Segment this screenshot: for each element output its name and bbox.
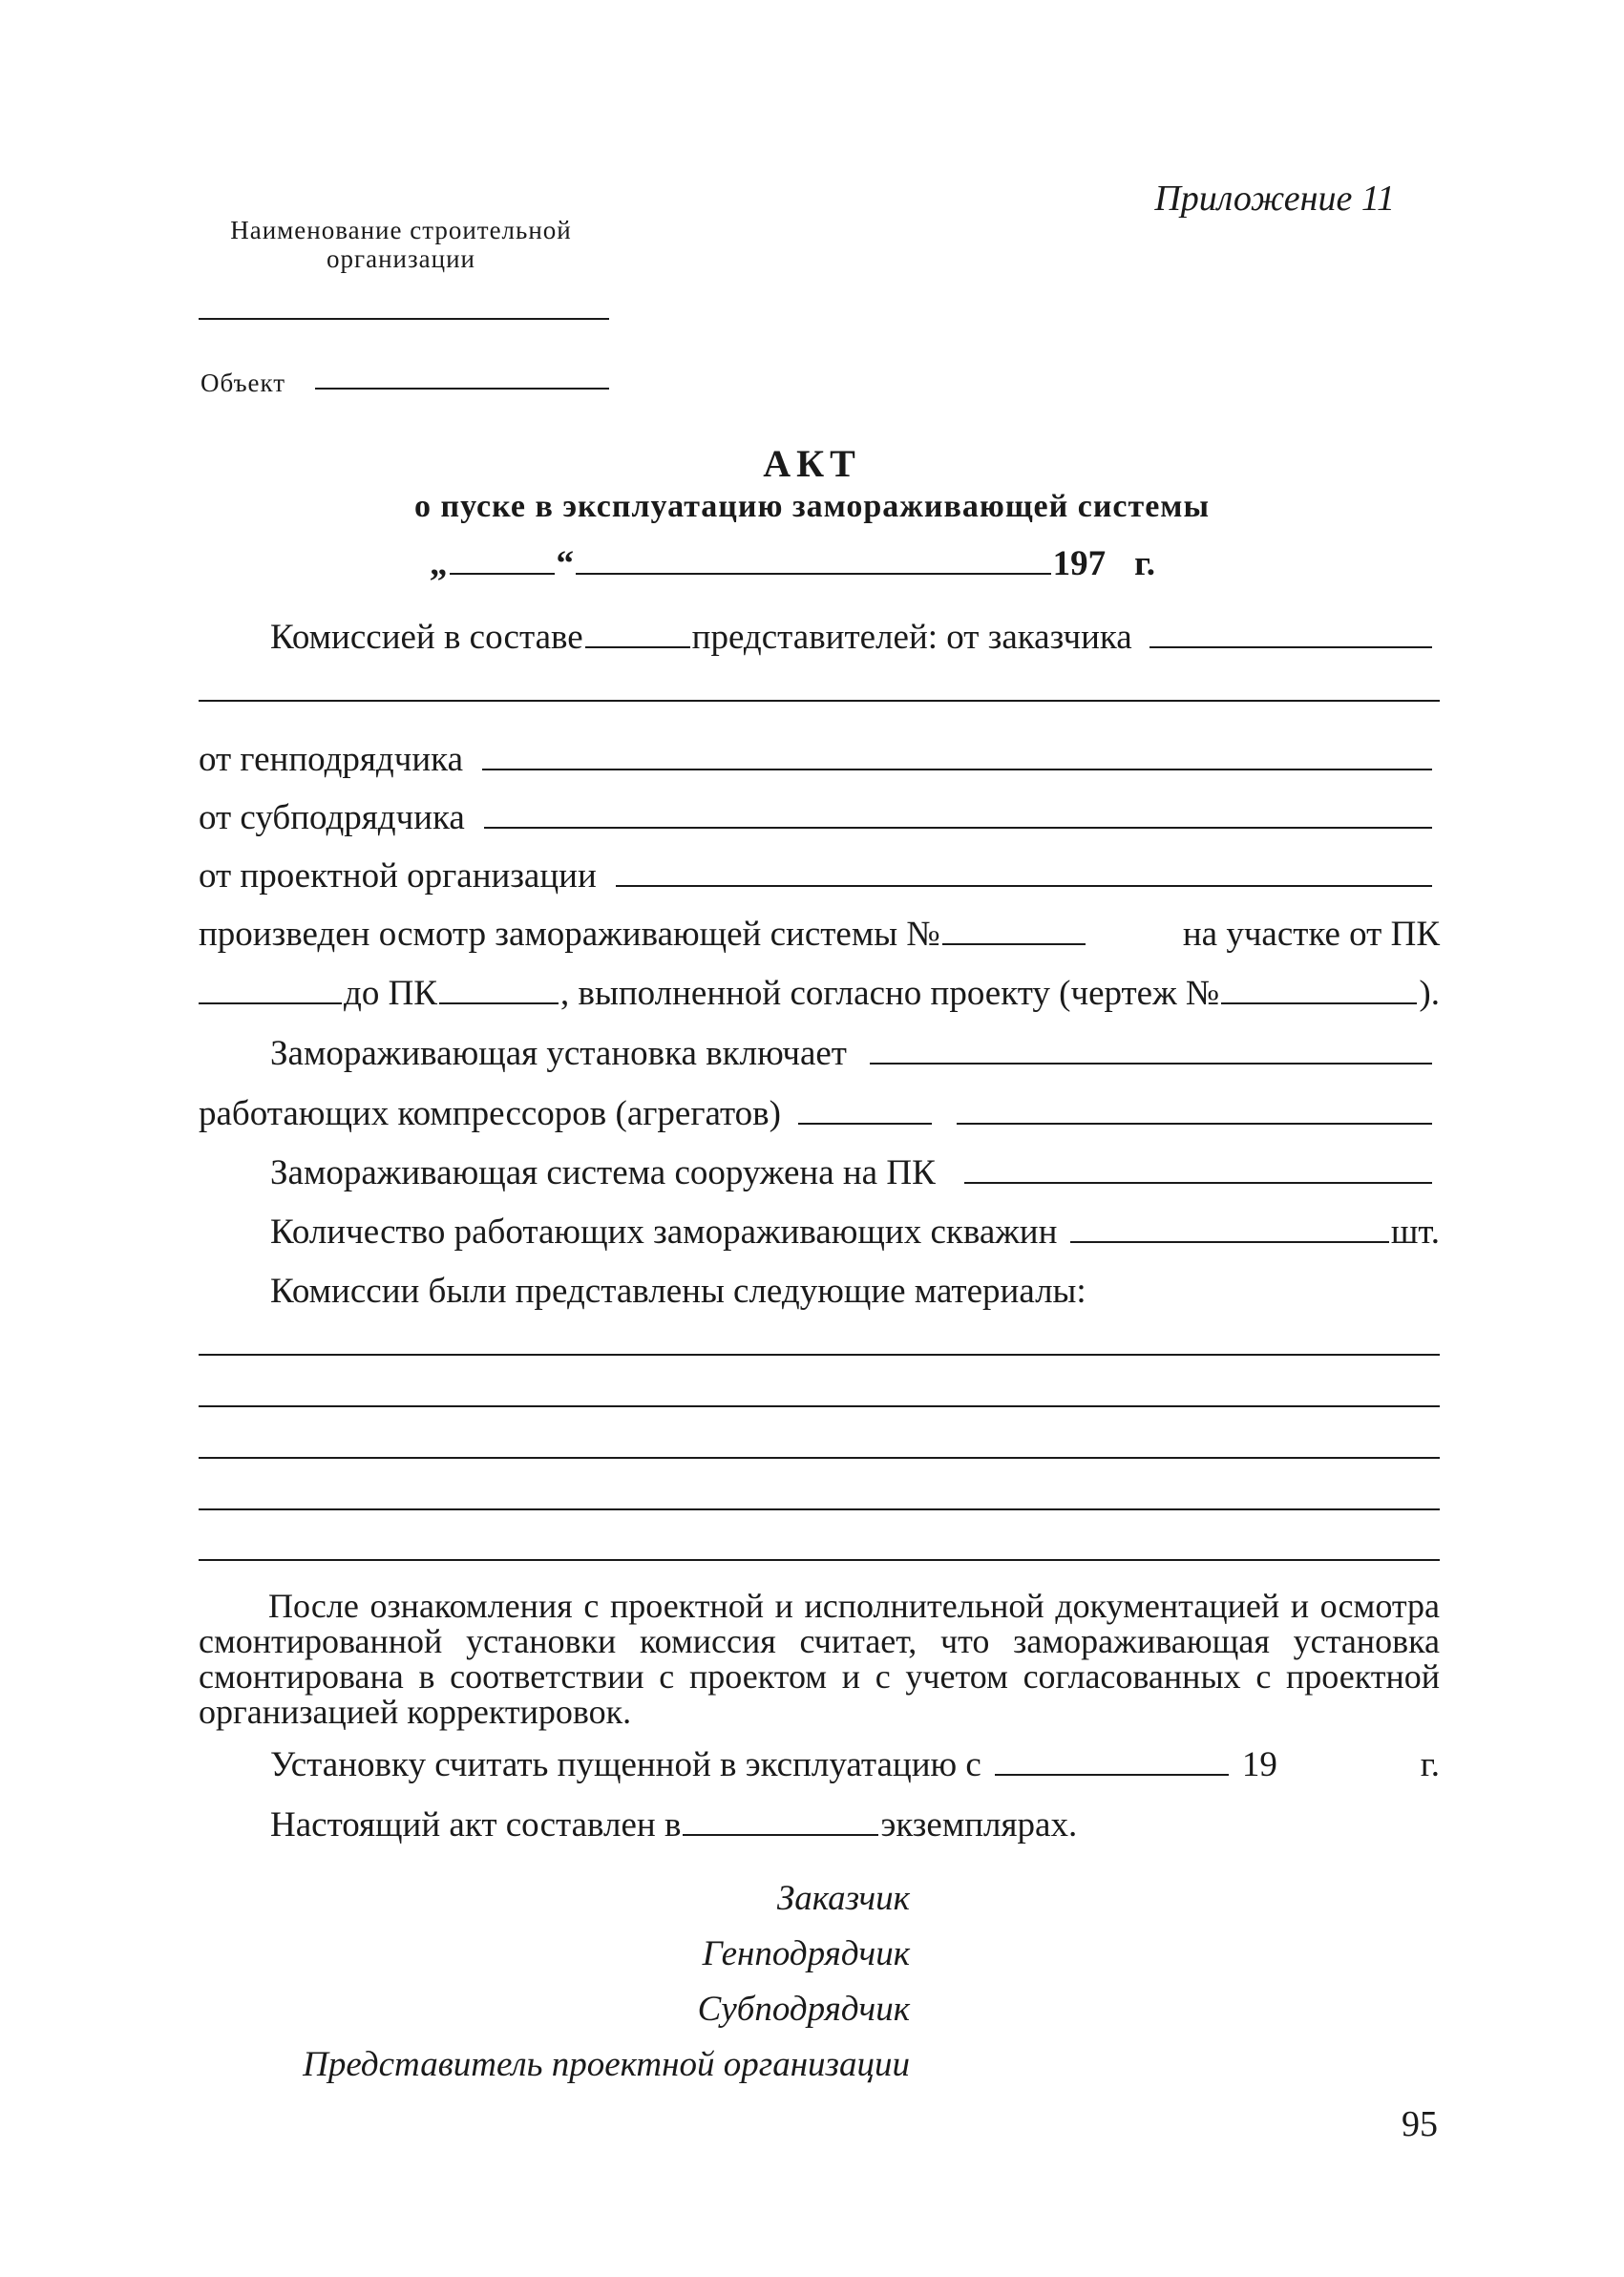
conclusion-paragraph	[199, 1589, 1440, 1730]
start-date-field[interactable]	[995, 1774, 1229, 1776]
wells-count-field[interactable]	[1070, 1241, 1388, 1243]
built-at-field[interactable]	[964, 1182, 1432, 1184]
appendix-label: Приложение 11	[1154, 179, 1395, 219]
materials-line-2[interactable]	[199, 1405, 1440, 1407]
built-at-label: Замораживающая система сооружена на ПК	[270, 1153, 936, 1192]
signature-subcontractor: Субподрядчик	[697, 1990, 910, 2029]
built-at-row	[270, 1151, 1440, 1195]
date-close-quote: “	[556, 544, 574, 583]
wells-row	[270, 1211, 1440, 1254]
inspection-text-3: до ПК	[344, 974, 437, 1013]
customer-rep-field[interactable]	[1149, 646, 1432, 648]
signature-customer: Заказчик	[776, 1879, 910, 1918]
date-year-suffix: г.	[1134, 544, 1155, 583]
inspection-text-4: , выполненной согласно проекту (чертеж №	[559, 974, 1220, 1013]
inspection-row-2	[199, 972, 1440, 1016]
date-open-quote: „	[430, 544, 448, 583]
materials-line-1[interactable]	[199, 1354, 1440, 1356]
materials-line-5[interactable]	[199, 1559, 1440, 1561]
materials-line-4[interactable]	[199, 1508, 1440, 1510]
materials-label: Комиссии были представлены следующие материалы:	[270, 1272, 1086, 1311]
page-number: 95	[1402, 2104, 1438, 2144]
compressors-label: работающих компрессоров (агрегатов)	[199, 1094, 781, 1133]
object-label: Объект	[200, 369, 286, 397]
commission-middle: представителей: от заказчика	[691, 618, 1132, 657]
commission-prefix: Комиссией в составе	[270, 618, 583, 657]
date-day-field[interactable]	[450, 573, 555, 575]
start-year: 19	[1241, 1745, 1277, 1784]
subcontractor-row	[199, 796, 1440, 840]
inspection-text-2: на участке от ПК	[1182, 915, 1440, 954]
pk-from-field[interactable]	[199, 1002, 342, 1004]
date-year: 197	[1052, 544, 1107, 583]
commission-count-field[interactable]	[585, 646, 690, 648]
subcontractor-field[interactable]	[484, 827, 1432, 829]
commission-row	[270, 616, 1440, 660]
wells-unit: шт.	[1390, 1212, 1440, 1252]
general-contractor-field[interactable]	[482, 769, 1432, 770]
unit-includes-row	[270, 1032, 1440, 1076]
object-field[interactable]	[315, 388, 609, 390]
design-org-row	[199, 854, 1440, 898]
unit-includes-field[interactable]	[870, 1063, 1432, 1065]
materials-line-3[interactable]	[199, 1457, 1440, 1459]
compressors-count-field[interactable]	[798, 1123, 932, 1125]
subcontractor-label: от субподрядчика	[199, 798, 465, 837]
system-number-field[interactable]	[942, 943, 1086, 945]
start-label: Установку считать пущенной в эксплуатацию с	[270, 1745, 981, 1784]
general-contractor-label: от генподрядчика	[199, 740, 463, 779]
copies-prefix: Настоящий акт составлен в	[270, 1805, 682, 1845]
document-title: АКТ	[763, 442, 861, 485]
customer-rep-field-2[interactable]	[199, 700, 1440, 702]
signature-general-contractor: Генподрядчик	[702, 1934, 910, 1973]
start-row	[270, 1743, 1440, 1787]
organization-field[interactable]	[199, 318, 609, 320]
inspection-row-1	[199, 913, 1440, 957]
start-year-suffix: г.	[1420, 1745, 1440, 1784]
copies-row	[270, 1803, 1077, 1847]
organization-label: Наименование строительной организации	[230, 216, 572, 273]
date-month-field[interactable]	[576, 573, 1051, 575]
document-subtitle: о пуске в эксплуатацию замораживающей системы	[414, 489, 1210, 524]
date-row	[430, 542, 1155, 586]
design-org-label: от проектной организации	[199, 856, 597, 896]
copies-count-field[interactable]	[683, 1834, 878, 1836]
compressors-row	[199, 1092, 1440, 1136]
inspection-text-5: ).	[1419, 974, 1440, 1013]
design-org-field[interactable]	[616, 885, 1432, 887]
pk-to-field[interactable]	[439, 1002, 559, 1004]
compressors-type-field[interactable]	[957, 1123, 1432, 1125]
wells-label: Количество работающих замораживающих скважин	[270, 1212, 1058, 1252]
conclusion-text: После ознакомления с проектной и исполнительной документацией и осмотра смонтированной установки комиссия считает, что замораживающая установка смонтирована в соответствии с проектом и с учетом согласованных с проектной организацией корректировок.	[199, 1587, 1440, 1731]
drawing-number-field[interactable]	[1221, 1002, 1417, 1004]
signature-design-org: Представитель проектной организации	[303, 2045, 910, 2084]
unit-includes-label: Замораживающая установка включает	[270, 1034, 847, 1073]
inspection-text-1: произведен осмотр замораживающей системы №	[199, 915, 940, 954]
general-contractor-row	[199, 738, 1440, 782]
copies-suffix: экземплярах.	[880, 1805, 1078, 1845]
